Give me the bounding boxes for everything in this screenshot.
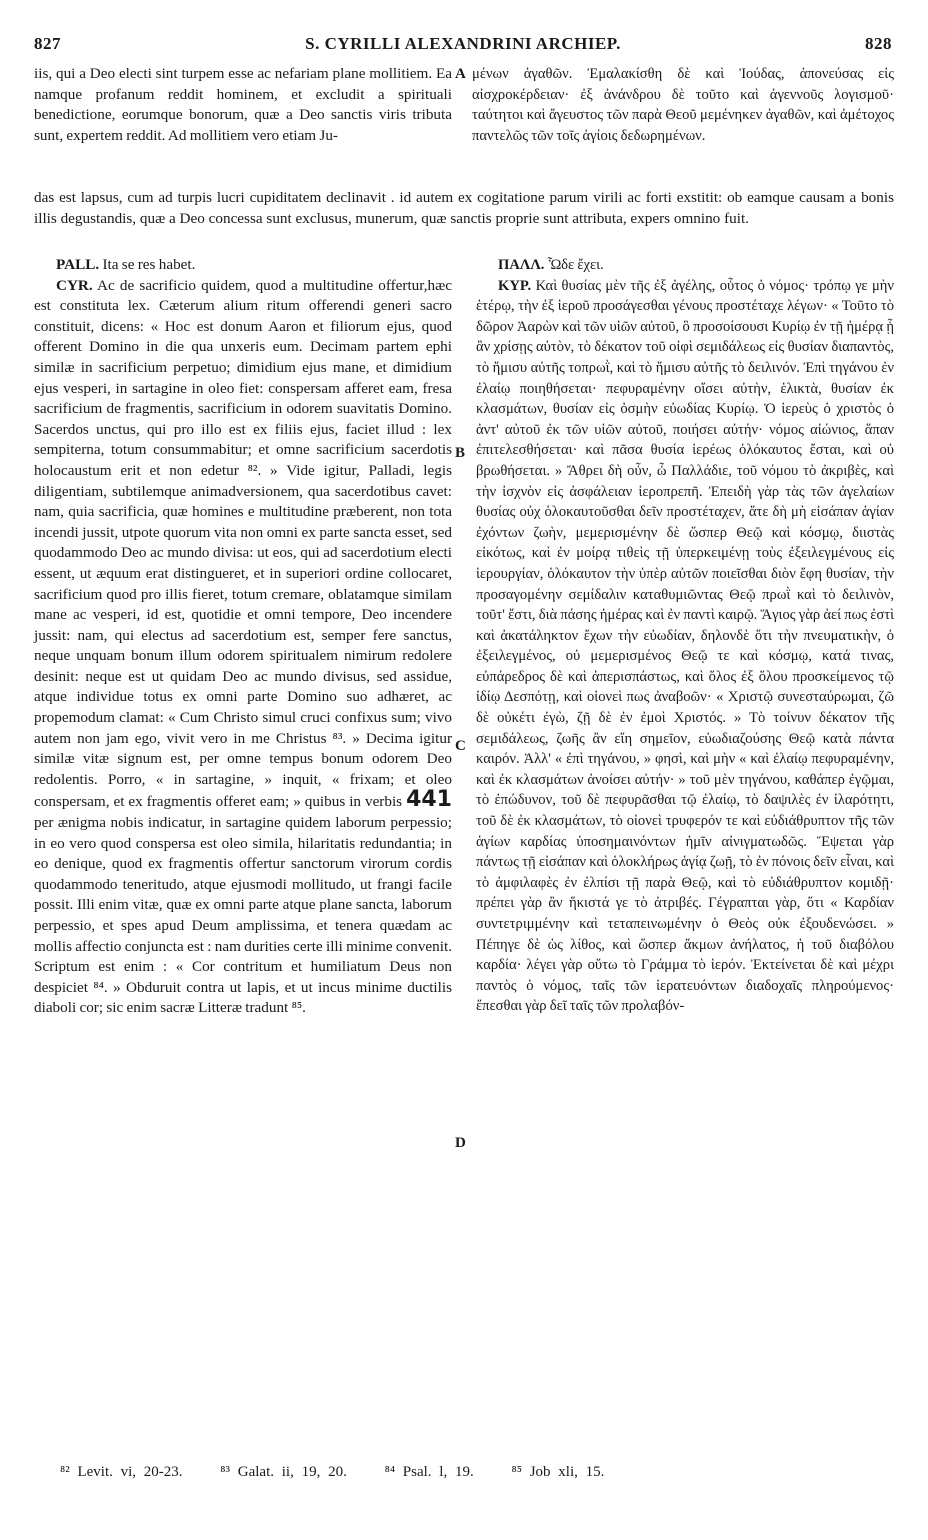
footnote-85: ⁸⁵ Job xli, 15.	[511, 1464, 605, 1480]
footnotes	[60, 1464, 880, 1481]
speaker-pall-latin: PALL.	[56, 256, 100, 273]
latin-paragraph-full: das est lapsus, cum ad turpis lucri cupiditatem declinavit . id autem ex cogitatione parum virili ac forti exstitit: ob eamque causam a bonis illis degustandis, quæ a Deo concessa sunt exclusus, munerum, quæ sanctis proprie sunt attributa, expers omnino fuit.	[34, 189, 894, 227]
footnote-84: ⁸⁴ Psal. l, 19.	[384, 1464, 474, 1480]
margin-marker-d: D	[455, 1135, 466, 1151]
speaker-cyr-latin: CYR.	[56, 276, 93, 294]
latin-cyr-text-continued: per ænigma nobis indicatur, in sartagine quidem laborum perpessio; in eo vero quod conspersa est oleo simila, hilaritatis redundantia; in eo denique, quod ex fragmentis offertur sanctorum virorum cordis quodammodo teneritudo, atque ejusmodi mollitudo, ut frangi facile possit. Illi enim vitæ, quæ ex omni parte atque plane sancta, laborum perpessio, et spes apud Deum amplissima, et tenera quædam ac mollis affectio conjuncta est : nam durities certe illi minime convenit. Scriptum est enim : « Cor contritum et humiliatum Deus non despiciet ⁸⁴. » Obduruit contra ut lapis, et ut incus minime ductilis diaboli cor; sic enim sacræ Litteræ tradunt ⁸⁵.	[34, 814, 452, 1017]
latin-fullwidth-text	[34, 188, 894, 229]
page-number-left: 827	[34, 34, 61, 53]
latin-pall-line	[34, 255, 452, 276]
margin-marker-b: B	[455, 445, 466, 461]
latin-column-top	[34, 64, 452, 146]
latin-cyr-paragraph	[34, 276, 452, 1019]
greek-column-main	[476, 255, 894, 1017]
page-number-right: 828	[865, 34, 892, 53]
greek-column-top	[472, 64, 894, 146]
speaker-pall-greek: ΠΑΛΛ.	[498, 257, 545, 273]
latin-cyr-text: Ac de sacrificio quidem, quod a multitudine offertur,hæc est constituta lex. Cæterum alium ritum offerendi generi sacro constituit, dicens: « Hoc est donum Aaron et filiorum ejus, quod offerent Domino in die qua unxeris eum. Decimam partem ephi similæ in sacrificium perpetuo; dimidium ejus mane, et dimidium ejus vesperi, in sartagine in oleo fiet: conspersam afferet eam, fresa sacrificium de fragmentis, sacrificium in odorem suavitatis Domino. Sacerdos unctus, qui pro illo est ex filiis ejus, faciet illud : lex sempiterna, totum consummabitur; et omne sacrificium sacerdotis holocaustum erit et non edetur ⁸². » Vide igitur, Palladi, legis diligentiam, subtilemque animadversionem, qua sacerdotibus cavet: nam, quia sacrificia, quæ homines e multitudine præberent, non tota incendi jussit, utpote quorum vita non omni ex parte sancta esset, sed quodammodo Deo ac mundo divisa: ut eos, qui ad sacerdotium electi essent, ut æquum erat distingueret, et in superiori ordine collocaret, sacrificium quod pro illis fieret, totum cremare, oblatamque similam mane ac vesperi, id est, quotidie et omni tempore, Deo incendere jussit: nam, qui electus ad sacerdotium est, semper fere sanctus, neque unquam bonum illum odorem spiritualem nimirum redolere desinit: neque est ut quidam Deo ac mundo divisus, sed assidue, atque individue totus ex omni parte Domino suo adhæret, ac propemodum clamat: « Cum Christo simul cruci confixus sum; vivo autem non jam ego, vivit vero in me Christus ⁸³. » Decima igitur similæ vitæ signum est, per omne tempus bonum odorem Deo redolentis. Porro, « in sartagine, » inquit, « frixam; et oleo conspersam, et ex fragmentis offeret eam; » quibus in verbis	[34, 276, 452, 811]
inline-page-number: 441	[406, 787, 452, 813]
speaker-cyr-greek: ΚΥΡ.	[498, 277, 532, 294]
footnote-82: ⁸² Levit. vi, 20-23.	[60, 1464, 183, 1480]
running-title: S. CYRILLI ALEXANDRINI ARCHIEP.	[305, 34, 621, 53]
greek-paragraph-top: μένων ἀγαθῶν. Ἐμαλακίσθη δὲ καὶ Ἰούδας, ἀπονεύσας εἰς αἰσχροκέρδειαν· ἐξ ἀνάνδρου δὲ τοῦτο καὶ ἀγεννοῦς λογισμοῦ· ταύτητοι καὶ ἄγευστος τῶν παρὰ Θεοῦ μεμένηκεν ἀγαθῶν, καὶ ἀμέτοχος παντελῶς τῶν τοῖς ἁγίοις δεδωρημένων.	[472, 66, 894, 144]
latin-column-main	[34, 255, 452, 1019]
greek-pall-line	[476, 255, 894, 276]
greek-cyr-paragraph	[476, 276, 894, 1017]
margin-marker-c: C	[455, 738, 466, 754]
footnote-83: ⁸³ Galat. ii, 19, 20.	[220, 1464, 347, 1480]
latin-pall-text: Ita se res habet.	[102, 256, 196, 273]
running-header	[34, 34, 892, 58]
greek-cyr-text: Καὶ θυσίας μὲν τῆς ἐξ ἀγέλης, οὗτος ὁ νόμος· τρόπῳ γε μὴν ἑτέρῳ, τὴν ἐξ ἱεροῦ προσάγεσθαι γένους προστέταχε λέγων· « Τοῦτο τὸ δῶρον Ἀαρὼν καὶ τῶν υἱῶν αὐτοῦ, ὃ προσοίσουσι Κυρίῳ ἐν τῇ ἡμέρᾳ ᾗ ἂν χρίσῃς αὐτὸν, τὸ δέκατον τοῦ οἰφὶ σεμιδάλεως εἰς θυσίαν διαπαντὸς, τὸ ἥμισυ αὐτῆς τοπρωῒ, καὶ τὸ ἥμισυ αὐτῆς τὸ δειλινόν. Ἐπὶ τηγάνου ἐν ἐλαίῳ ποιηθήσεται· πεφυραμένην οἴσει αὐτὴν, ἑλικτὰ, θυσίαν ἐκ κλασμάτων, θυσίαν εἰς ὀσμὴν εὐωδίας Κυρίῳ. Ὁ ἱερεὺς ὁ χριστὸς ὁ ἀντ' αὐτοῦ ἐκ τῶν υἱῶν αὐτοῦ, ποιήσει αὐτήν· νόμος αἰώνιος, ἅπαν ἐπιτελεσθήσεται· καὶ πᾶσα θυσία ἱερέως ὁλόκαυτος ἔσται, καὶ οὐ βρωθήσεται. » Ἄθρει δὴ οὖν, ὦ Παλλάδιε, τοῦ νόμου τὸ ἀκριβὲς, καὶ τὴν ἰσχνὸν εἰς ἀσφάλειαν ἱεροπρεπῆ. Ἐπειδὴ γὰρ τὰς τῶν ἀγελαίων θυσίας οὐχ ὁλοκαυτοῦσθαι δεῖν προστέταχεν, ἅτε δὴ μὴ εἰσάπαν ἁγίαν ἐχόντων ζωὴν, μεμερισμένην δὲ ὥσπερ Θεῷ καὶ κόσμῳ, διιστὰς εἰκότως, καὶ ἐν μοίρᾳ τιθεὶς τῇ ὑπερκειμένῃ τοὺς ἐξειλεγμένους εἰς ἱερουργίαν, ὁλόκαυτον τὴν ὑπὲρ αὐτῶν ποιεῖσθαι διὸν ἔφη θυσίαν, τὴν προσαγομένην σεμίδαλιν καταθυμιῶντας Θεῷ πρωῒ καὶ τὸ δειλινὸν, τοῦτ' ἔστι, διὰ πάσης ἡμέρας καὶ ἐν παντὶ καιρῷ. Ἅγιος γὰρ ἀεί πως ἐστὶ καὶ ἀκατάληκτον ἔχων τὴν εὐωδίαν, δηλονδὲ ὅτι τὴν πνευματικὴν, ὁ ἐξειλεγμένος, οὐ μεμερισμένος Θεῷ τε καὶ κόσμῳ, κατά τινας, εὐπάρεδρος δὲ καὶ ἀπερισπάστως, καὶ ὅλος ἐξ ὅλου προσκείμενος τῷ ἰδίῳ Δεσπότῃ, καὶ οἱονεὶ πως ἀναβοῶν· « Χριστῷ συνεσταύρωμαι, ζῶ δὲ οὐκέτι ἐγὼ, ζῇ δὲ ἐν ἐμοὶ Χριστός. » Τὸ τοίνυν δέκατον τῆς σεμιδάλεως, ζωῆς ἂν εἴη σημεῖον, εὐωδιαζούσης Θεῷ κατὰ πάντα καιρόν. Ἀλλ' « ἐπὶ τηγάνου, » φησὶ, καὶ μὴν « καὶ ἐλαίῳ πεφυραμένην, καὶ ἐκ κλασμάτων ἀνοίσει αὐτήν· » τοῦ μὲν τηγάνου, καθάπερ ἐγῷμαι, τὸ ἐπώδυνον, τοῦ δὲ πεφυρᾶσθαι τῷ ἐλαίῳ, τὸ δαψιλὲς ἐν ἱλαρότητι, τοῦ δὲ ἐκ κλασμάτων, τὸ οἱονεὶ τρυφερόν τε καὶ εὐδιάθρυπτον τῆς τῶν ἁγίων καρδίας ὑποσημαινόντων ἡμῖν αἰνιγματωδῶς. Ἕψεται γὰρ πάντως τῇ εἰσάπαν καὶ ὁλοκλήρως ἁγίᾳ ζωῇ, τὸ ἐν πόνοις δεῖν εἶναι, καὶ τὸ ἀμφιλαφὲς ἐν ἐλπίσι τῇ παρὰ Θεῷ, καὶ τὸ εὐδιάθρυπτον κομιδῇ· πρέπει γὰρ ἂν ἥκιστά γε τὸ ἀτριβές. Γέγραπται γὰρ, ὅτι « Καρδίαν συντετριμμένην καὶ τεταπεινωμένην ὁ Θεὸς οὐκ ἐξουδενώσει. » Πέπηγε δὲ ὡς λίθος, καὶ ὥσπερ ἄκμων ἀνήλατος, ἡ τοῦ διαβόλου καρδία· λέγει γὰρ οὕτω τὸ Γράμμα τὸ ἱερόν. Ἐκτείνεται δὲ καὶ μέχρι παντὸς ὁ νόμος, ταῖς τῶν ἱερατευόντων διαδοχαῖς πληρούμενος· ἕπεσθαι γὰρ δεῖ ταῖς τῶν προλαβόν-	[476, 277, 894, 1015]
greek-pall-text: Ὧδε ἔχει.	[547, 257, 604, 273]
margin-marker-a: A	[455, 66, 466, 82]
latin-paragraph-top: iis, qui a Deo electi sint turpem esse ac nefariam plane mollitiem. Ea namque profanum reddit hominem, et excludit a spirituali benedictione, eorumque bonorum, quæ a Deo sanctis viris tributa sunt, expertem reddit. Ad mollitiem vero etiam Ju-	[34, 65, 452, 144]
